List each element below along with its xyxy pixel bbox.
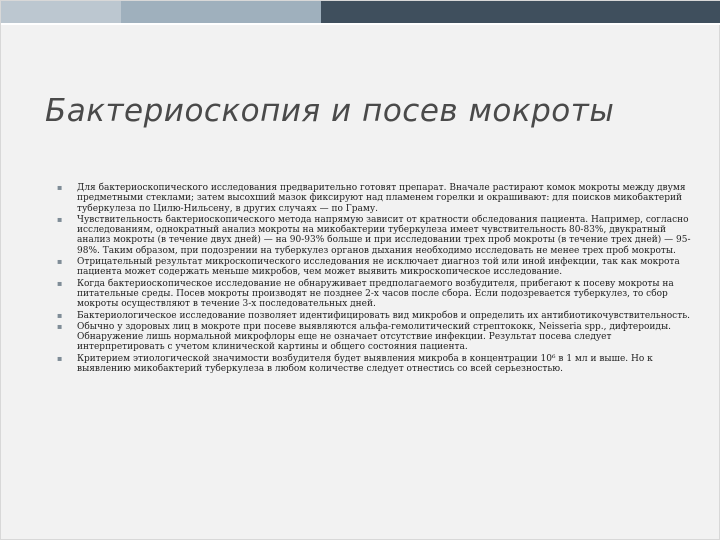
bullet-icon: ▪ [57, 310, 63, 320]
bullet-text: Когда бактериоскопическое исследование не обнаруживает предполагаемого возбудителя, прибегают к посеву мокроты на питательные среды. Посев мокроты производят не позднее 2-х часов после сбора. Если подозревается туберкулез, то сбор мокроты осуществляют в течение 3-х последовательных дней. [77, 278, 674, 310]
bullet-text: Чувствительность бактериоскопического метода напрямую зависит от кратности обследования пациента. Например, согласно исследованиям, однократный анализ мокроты на микобактерии туберкулеза имеет чувствительность 80-83%, двукратный анализ мокроты (в течение двух дней) — на 90-93% больше и при исследовании трех проб мокроты (в течение трех дней) — 95-98%. Таким образом, при подозрении на туберкулез органов дыхания необходимо исследовать не менее трех проб мокроты. [77, 214, 691, 256]
bullet-text: Обычно у здоровых лиц в мокроте при посеве выявляются альфа-гемолитический стрептококк, Neisseria spp., дифтероиды. Обнаружение лишь нормальной микрофлоры еще не означает отсутствие инфекции. Результат посева следует интерпретировать с учетом клинической картины и общего состояния пациента. [77, 321, 671, 353]
bullet-item [57, 311, 697, 321]
bullet-icon: ▪ [57, 353, 63, 363]
bullet-item [57, 257, 697, 278]
header-bar-mid-segment [121, 1, 321, 23]
bullet-icon: ▪ [57, 257, 63, 267]
bullet-text: Критерием этиологической значимости возбудителя будет выявления микроба в концентрации 10⁶ в 1 мл и выше. Но к выявлению микобактерий туберкулеза в любом количестве следует отнестись со всей серьезностью. [77, 353, 653, 375]
bullet-item [57, 322, 697, 353]
bullet-text: Для бактериоскопического исследования предварительно готовят препарат. Вначале растирают комок мокроты между двумя предметными стеклами; затем высохший мазок фиксируют над пламенем горелки и окрашивают: для поисков микобактерий туберкулеза по Цилю-Нильсену, в других случаях — по Граму. [77, 183, 686, 214]
bullet-item [57, 183, 697, 214]
bullet-icon: ▪ [57, 321, 63, 331]
bullet-text: Бактериологическое исследование позволяет идентифицировать вид микробов и определить их антибиотикочувствительность. [77, 310, 690, 321]
bullet-icon: ▪ [57, 214, 63, 224]
bullet-text: Отрицательный результат микроскопического исследования не исключает диагноз той или иной инфекции, так как мокрота пациента может содержать меньше микробов, чем может выявить микроскопическое исследование. [77, 257, 680, 278]
bullet-icon: ▪ [57, 278, 63, 288]
header-bar-light-segment [1, 1, 121, 23]
header-decoration-bar [1, 1, 720, 23]
bullet-icon: ▪ [57, 183, 63, 192]
slide-title: Бактериоскопия и посев мокроты [45, 93, 615, 129]
bullet-item [57, 354, 697, 375]
bullet-item [57, 215, 697, 256]
bullet-list [57, 183, 697, 375]
bullet-item [57, 279, 697, 310]
header-bar-dark-segment [321, 1, 720, 23]
header-bar-divider [1, 23, 720, 25]
